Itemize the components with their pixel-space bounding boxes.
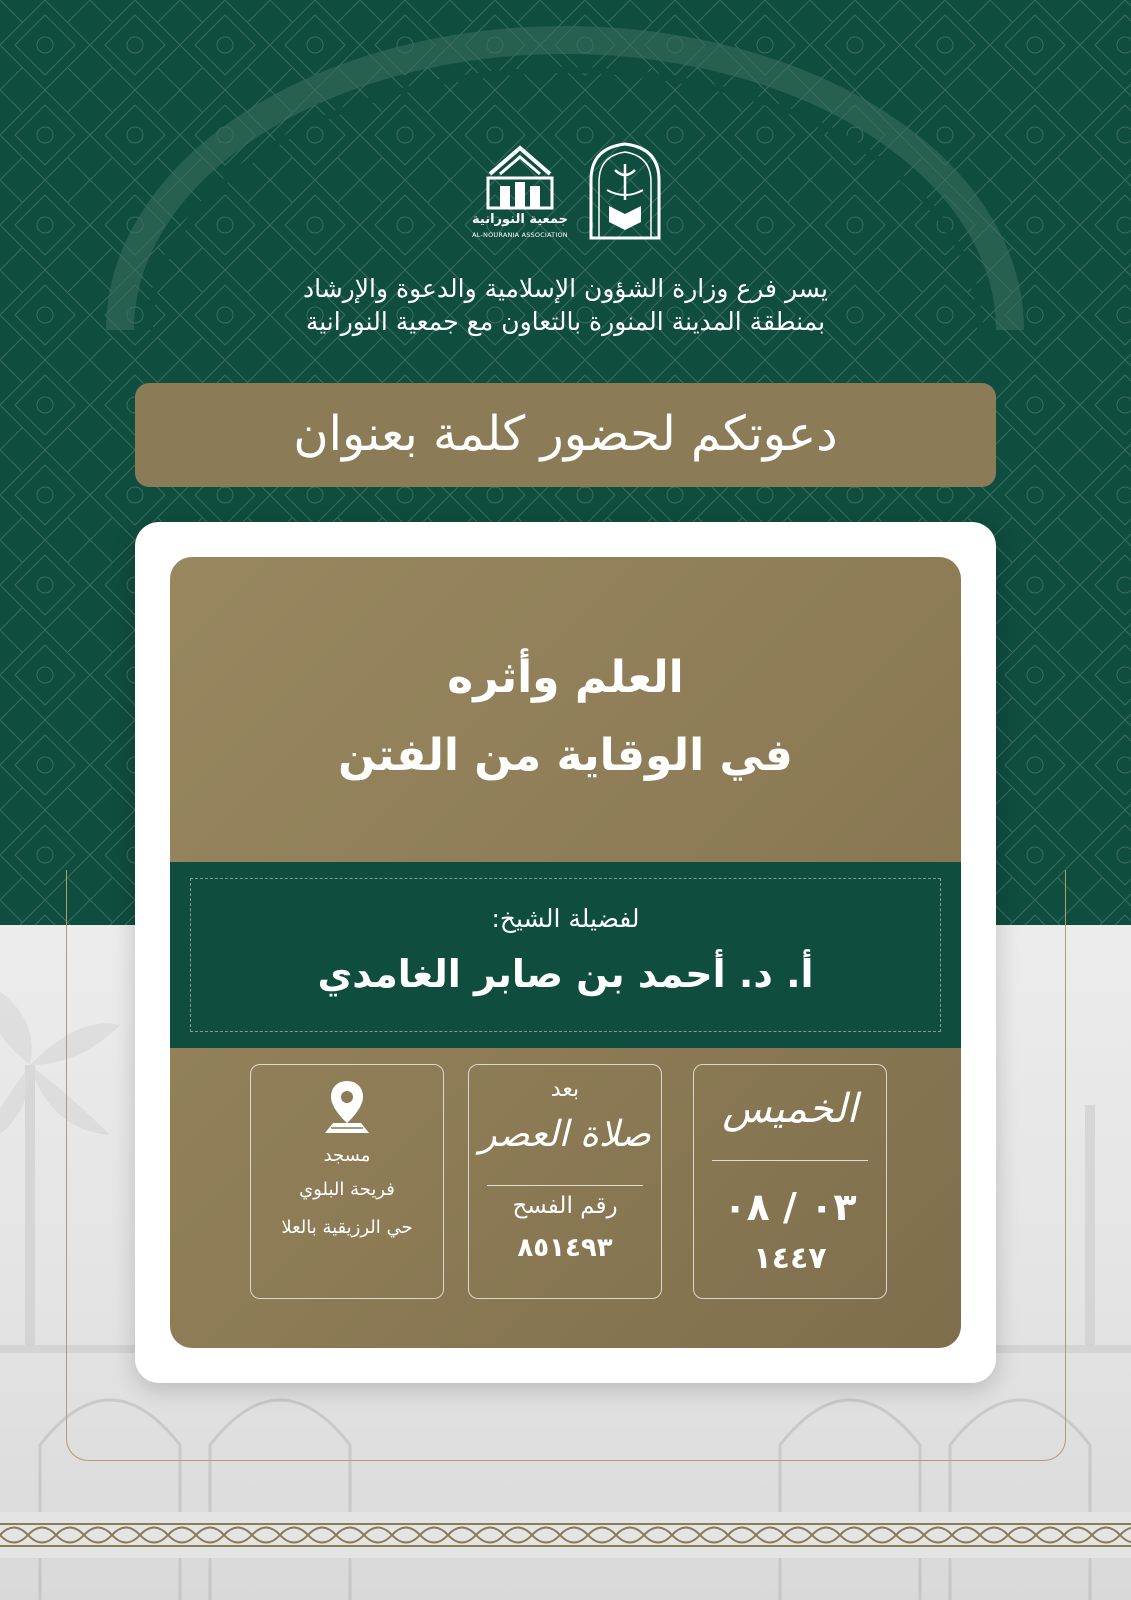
logos-group <box>460 140 675 245</box>
intro-line-1: يسر فرع وزارة الشؤون الإسلامية والدعوة والإرشاد <box>302 274 828 303</box>
nourania-association-logo <box>470 144 570 244</box>
lecture-title <box>170 639 961 795</box>
location-pin-icon <box>317 1077 377 1137</box>
intro-text <box>200 272 931 338</box>
speaker-name: أ. د. أحمد بن صابر الغامدي <box>317 952 814 996</box>
association-name-en: AL-NOURANIA ASSOCIATION <box>472 231 568 239</box>
location-box <box>250 1064 444 1299</box>
permit-number: ٨٥١٤٩٣ <box>517 1233 613 1263</box>
time-box <box>468 1064 662 1299</box>
day-name: الخميس <box>722 1086 858 1132</box>
speaker-label: لفضيلة الشيخ: <box>491 904 640 933</box>
lecture-title-line-2: في الوقاية من الفتن <box>338 730 793 781</box>
date-box <box>693 1064 887 1299</box>
location-name: فريحة البلوي <box>299 1179 395 1200</box>
invitation-banner <box>135 383 996 487</box>
permit-number-label: رقم الفسح <box>512 1193 618 1219</box>
date-divider <box>712 1160 868 1161</box>
invitation-text: دعوتكم لحضور كلمة بعنوان <box>293 406 838 462</box>
association-name-ar: جمعية النورانية <box>472 212 568 227</box>
intro-line-2: بمنطقة المدينة المنورة بالتعاون مع جمعية النورانية <box>305 307 826 336</box>
lecture-card <box>135 522 996 1383</box>
date-day-month: ٠٣ / ٠٨ <box>723 1185 857 1229</box>
after-label: بعد <box>550 1077 580 1102</box>
lecture-card-inner <box>170 557 961 1348</box>
date-year: ١٤٤٧ <box>753 1241 827 1276</box>
association-building-icon <box>470 144 570 212</box>
ministry-emblem-icon <box>585 140 665 240</box>
location-area: حي الرزيقية بالعلا <box>281 1217 413 1238</box>
ornamental-border <box>0 1512 1131 1558</box>
speaker-section <box>170 862 961 1048</box>
prayer-name: صلاة العصر <box>479 1114 651 1155</box>
time-divider <box>487 1185 643 1186</box>
lecture-title-line-1: العلم وأثره <box>447 652 684 703</box>
location-type: مسجد <box>323 1145 371 1166</box>
